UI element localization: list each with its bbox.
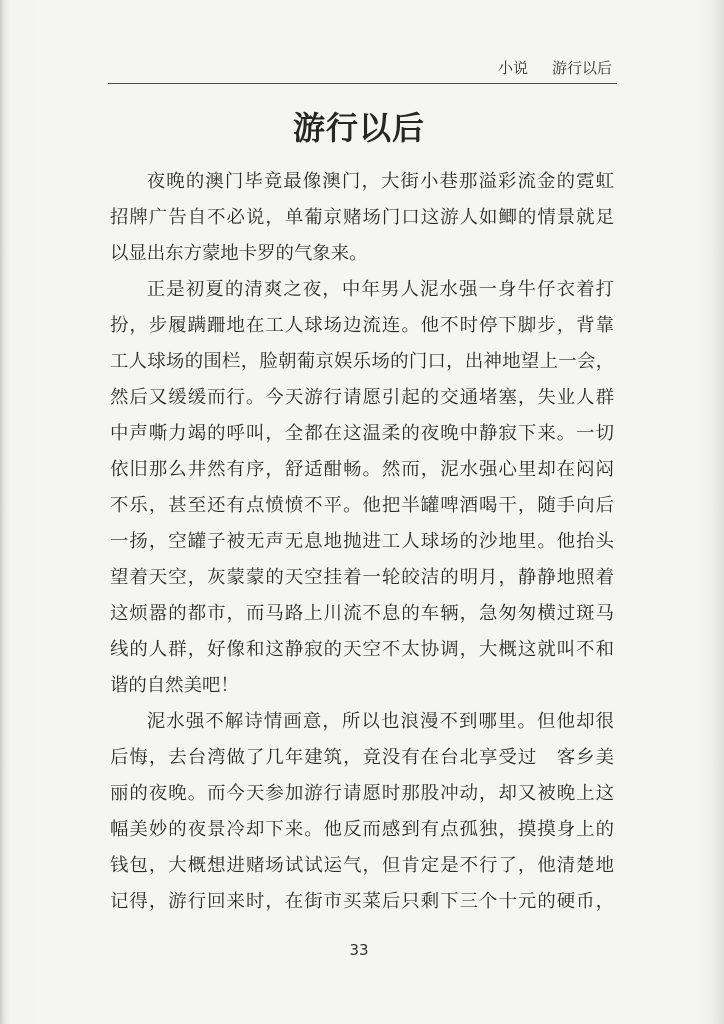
- chapter-title: 游行以后: [292, 109, 425, 147]
- text-line: 望着天空，灰蒙蒙的天空挂着一轮皎洁的明月，静静地照着: [110, 567, 614, 588]
- text-line: 幅美妙的夜景冷却下来。他反而感到有点孤独，摸摸身上的: [110, 819, 614, 840]
- text-line: 正是初夏的清爽之夜，中年男人泥水强一身牛仔衣着打: [146, 279, 614, 300]
- header-rule: [108, 83, 617, 84]
- text-line: 然后又缓缓而行。今天游行请愿引起的交通堵塞，失业人群: [110, 387, 614, 408]
- header-chapter-title: 游行以后: [551, 59, 612, 77]
- text-line: 不乐，甚至还有点愤愤不平。他把半罐啤酒喝干，随手向后: [110, 495, 614, 516]
- text-line: 丽的夜晚。而今天参加游行请愿时那股冲动，却又被晚上这: [110, 783, 614, 804]
- text-line: 这烦嚣的都市，而马路上川流不息的车辆，急匆匆横过斑马: [110, 603, 614, 624]
- paragraph: [110, 704, 614, 920]
- body-text: [110, 164, 614, 920]
- header-section-label: 小说: [497, 59, 528, 77]
- text-line: 扮，步履蹒跚地在工人球场边流连。他不时停下脚步，背靠: [110, 315, 614, 336]
- text-line: 线的人群，好像和这静寂的天空不太协调，大概这就叫不和: [110, 639, 614, 660]
- paragraph: [110, 272, 614, 704]
- text-line: 以显出东方蒙地卡罗的气象来。: [110, 243, 368, 264]
- running-header: [498, 57, 612, 79]
- text-line: 工人球场的围栏，脸朝葡京娱乐场的门口，出神地望上一会，: [110, 351, 614, 372]
- text-line: 谐的自然美吧！: [110, 675, 239, 696]
- text-line: 夜晚的澳门毕竟最像澳门，大街小巷那溢彩流金的霓虹: [146, 171, 614, 192]
- paragraph: [110, 164, 614, 272]
- text-line: 依旧那么井然有序，舒适酣畅。然而，泥水强心里却在闷闷: [110, 459, 614, 480]
- text-line: 记得，游行回来时，在街市买菜后只剩下三个十元的硬币，: [110, 891, 614, 912]
- text-line: 钱包，大概想进赌场试试运气，但肯定是不行了，他清楚地: [110, 855, 614, 876]
- text-line: 泥水强不解诗情画意，所以也浪漫不到哪里。但他却很: [146, 711, 614, 732]
- text-line: 一扬，空罐子被无声无息地抛进工人球场的沙地里。他抬头: [110, 531, 614, 552]
- text-line: 后悔，去台湾做了几年建筑，竟没有在台北享受过 客乡美: [110, 747, 614, 768]
- text-line: 中声嘶力竭的呼叫，全都在这温柔的夜晚中静寂下来。一切: [110, 423, 614, 444]
- page-number: 33: [349, 941, 369, 959]
- text-line: 招牌广告自不必说，单葡京赌场门口这游人如鲫的情景就足: [110, 207, 614, 228]
